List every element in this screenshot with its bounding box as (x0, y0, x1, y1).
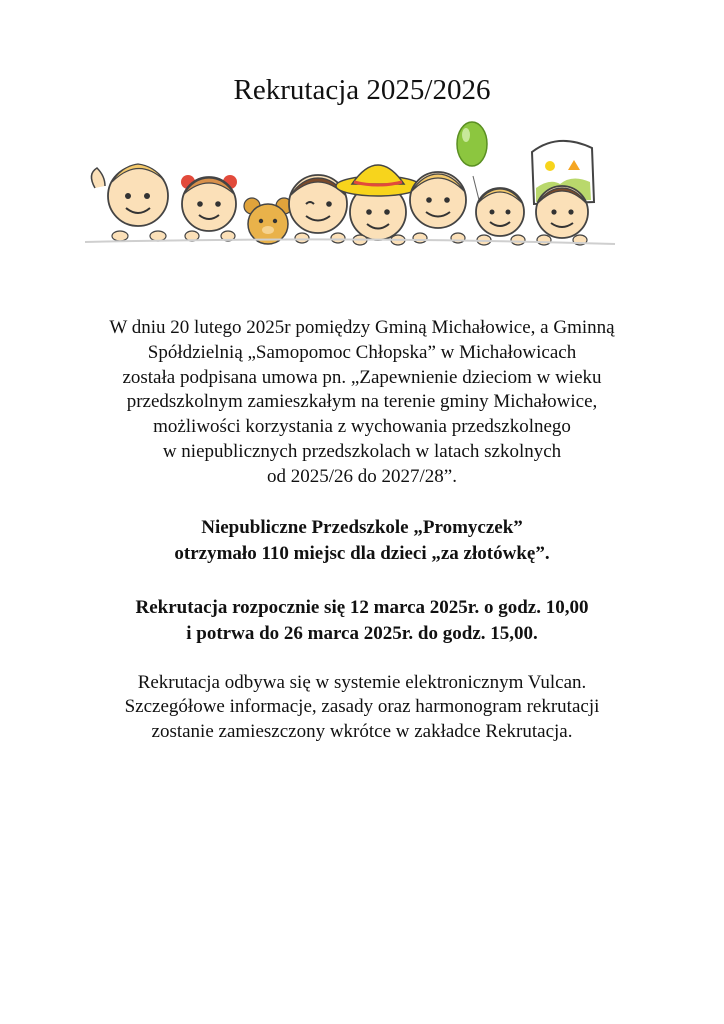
text-line: od 2025/26 do 2027/28”. (267, 465, 457, 487)
paragraph-info (40, 671, 684, 745)
child-face-1 (91, 164, 168, 226)
text-line: w niepublicznych przedszkolach w latach szkolnych (162, 440, 562, 462)
text-line: otrzymało 110 miejsc dla dzieci „za złotówkę”. (174, 542, 550, 564)
text-line: i potrwa do 26 marca 2025r. do godz. 15,00. (186, 622, 538, 644)
paragraph-intro (40, 316, 684, 490)
text-line: przedszkolnym zamieszkałym na terenie gminy Michałowice, (126, 391, 598, 413)
child-face-4 (336, 165, 420, 240)
child-face-5 (410, 172, 466, 228)
paragraph-dates (40, 595, 684, 647)
child-face-2 (181, 175, 237, 231)
text-line: W dniu 20 lutego 2025r pomiędzy Gminą Michałowice, a Gminną (109, 317, 615, 338)
ledge-line (85, 239, 615, 244)
text-line: zostanie zamieszczony wkrótce w zakładce Rekrutacja. (151, 721, 573, 743)
text-line: Rekrutacja rozpocznie się 12 marca 2025r. o godz. 10,00 (135, 596, 589, 618)
text-line: Rekrutacja odbywa się w systemie elektronicznym Vulcan. (137, 671, 587, 693)
text-line: możliwości korzystania z wychowania przedszkolnego (153, 416, 571, 438)
child-face-6 (476, 188, 524, 236)
teddy-bear-icon (244, 198, 292, 244)
text-line: Szczegółowe informacje, zasady oraz harmonogram rekrutacji (124, 696, 600, 718)
children-peeking-illustration (80, 118, 620, 250)
announcement-body (40, 316, 684, 745)
hands-on-ledge (112, 231, 587, 245)
text-line: została podpisana umowa pn. „Zapewnienie dzieciom w wieku (122, 366, 602, 388)
text-line: Spółdzielnią „Samopomoc Chłopska” w Michałowicach (147, 341, 577, 363)
child-face-7 (536, 186, 588, 238)
page-title: Rekrutacja 2025/2026 (233, 74, 491, 106)
text-line: Niepubliczne Przedszkole „Promyczek” (201, 516, 523, 538)
paragraph-places (40, 515, 684, 567)
